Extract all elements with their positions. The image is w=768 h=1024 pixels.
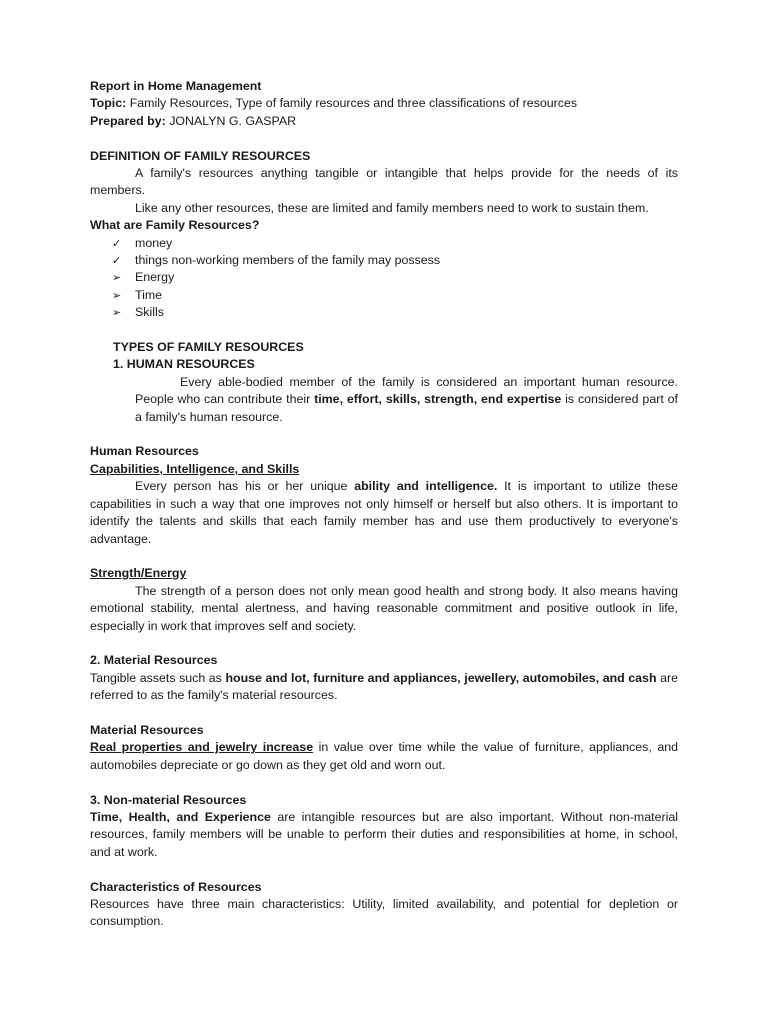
material-resources-numbered-heading: 2. Material Resources bbox=[90, 653, 218, 668]
human-resources-heading: Human Resources bbox=[90, 444, 199, 459]
definition-paragraph-1: A family's resources anything tangible or intangible that helps provide for the needs of its members. bbox=[90, 166, 678, 198]
material-resources-paragraph-2: Real properties and jewelry increase in value over time while the value of furniture, appliances, and automobiles depreciate or go down as they get old and worn out. bbox=[90, 740, 678, 772]
list-item: ➢ Skills bbox=[112, 304, 678, 321]
non-material-paragraph: Time, Health, and Experience are intangible resources but are also important. Without non-material resources, family members will be unable to perform their duties and responsibilities at home, in school, and at work. bbox=[90, 809, 678, 859]
arrow-bullet-icon: ➢ bbox=[112, 271, 122, 285]
list-item: ✓ things non-working members of the family may possess bbox=[112, 252, 678, 269]
material-resources-heading: Material Resources bbox=[90, 722, 204, 737]
family-resources-list bbox=[90, 235, 678, 322]
check-icon: ✓ bbox=[112, 254, 122, 268]
what-are-heading: What are Family Resources? bbox=[90, 218, 260, 233]
list-item: ✓ money bbox=[112, 235, 678, 252]
human-resources-block bbox=[90, 374, 678, 426]
list-item: ➢ Time bbox=[112, 287, 678, 304]
material-resources-paragraph: Tangible assets such as house and lot, furniture and appliances, jewellery, automobiles, and cash are referred to as the family's material resources. bbox=[90, 670, 678, 703]
check-icon: ✓ bbox=[112, 236, 122, 250]
strength-paragraph: The strength of a person does not only mean good health and strong body. It also means having emotional stability, mental alertness, and having reasonable commitment and positive outlook in life, especially in work that improves self and society. bbox=[90, 583, 678, 633]
definition-paragraph-2: Like any other resources, these are limited and family members need to work to sustain them. bbox=[135, 200, 649, 215]
types-heading: TYPES OF FAMILY RESOURCES bbox=[113, 340, 304, 355]
human-resources-paragraph: Every able-bodied member of the family is considered an important human resource. People who can contribute their time, effort, skills, strength, end expertise is considered part of a family's human resource. bbox=[135, 374, 678, 424]
capabilities-subheading: Capabilities, Intelligence, and Skills bbox=[90, 461, 300, 476]
topic-line: Topic: Family Resources, Type of family resources and three classifications of resources bbox=[90, 96, 578, 111]
human-resources-numbered-heading: 1. HUMAN RESOURCES bbox=[113, 357, 255, 372]
capabilities-paragraph: Every person has his or her unique ability and intelligence. It is important to utilize these capabilities in such a way that one improves not only himself or herself but also others. It is important to identify the talents and skills that each family member has and use them productively to everyone's advantage. bbox=[90, 479, 678, 546]
prepared-by-line: Prepared by: JONALYN G. GASPAR bbox=[90, 113, 297, 128]
arrow-bullet-icon: ➢ bbox=[112, 288, 122, 302]
characteristics-heading: Characteristics of Resources bbox=[90, 879, 262, 894]
report-body bbox=[90, 78, 678, 931]
arrow-bullet-icon: ➢ bbox=[112, 306, 122, 320]
non-material-heading: 3. Non-material Resources bbox=[90, 792, 247, 807]
list-item: ➢ Energy bbox=[112, 269, 678, 286]
definition-heading: DEFINITION OF FAMILY RESOURCES bbox=[90, 148, 311, 163]
characteristics-paragraph: Resources have three main characteristics: Utility, limited availability, and potential for depletion or consumption. bbox=[90, 896, 678, 929]
strength-subheading: Strength/Energy bbox=[90, 566, 187, 581]
report-title: Report in Home Management bbox=[90, 79, 262, 93]
